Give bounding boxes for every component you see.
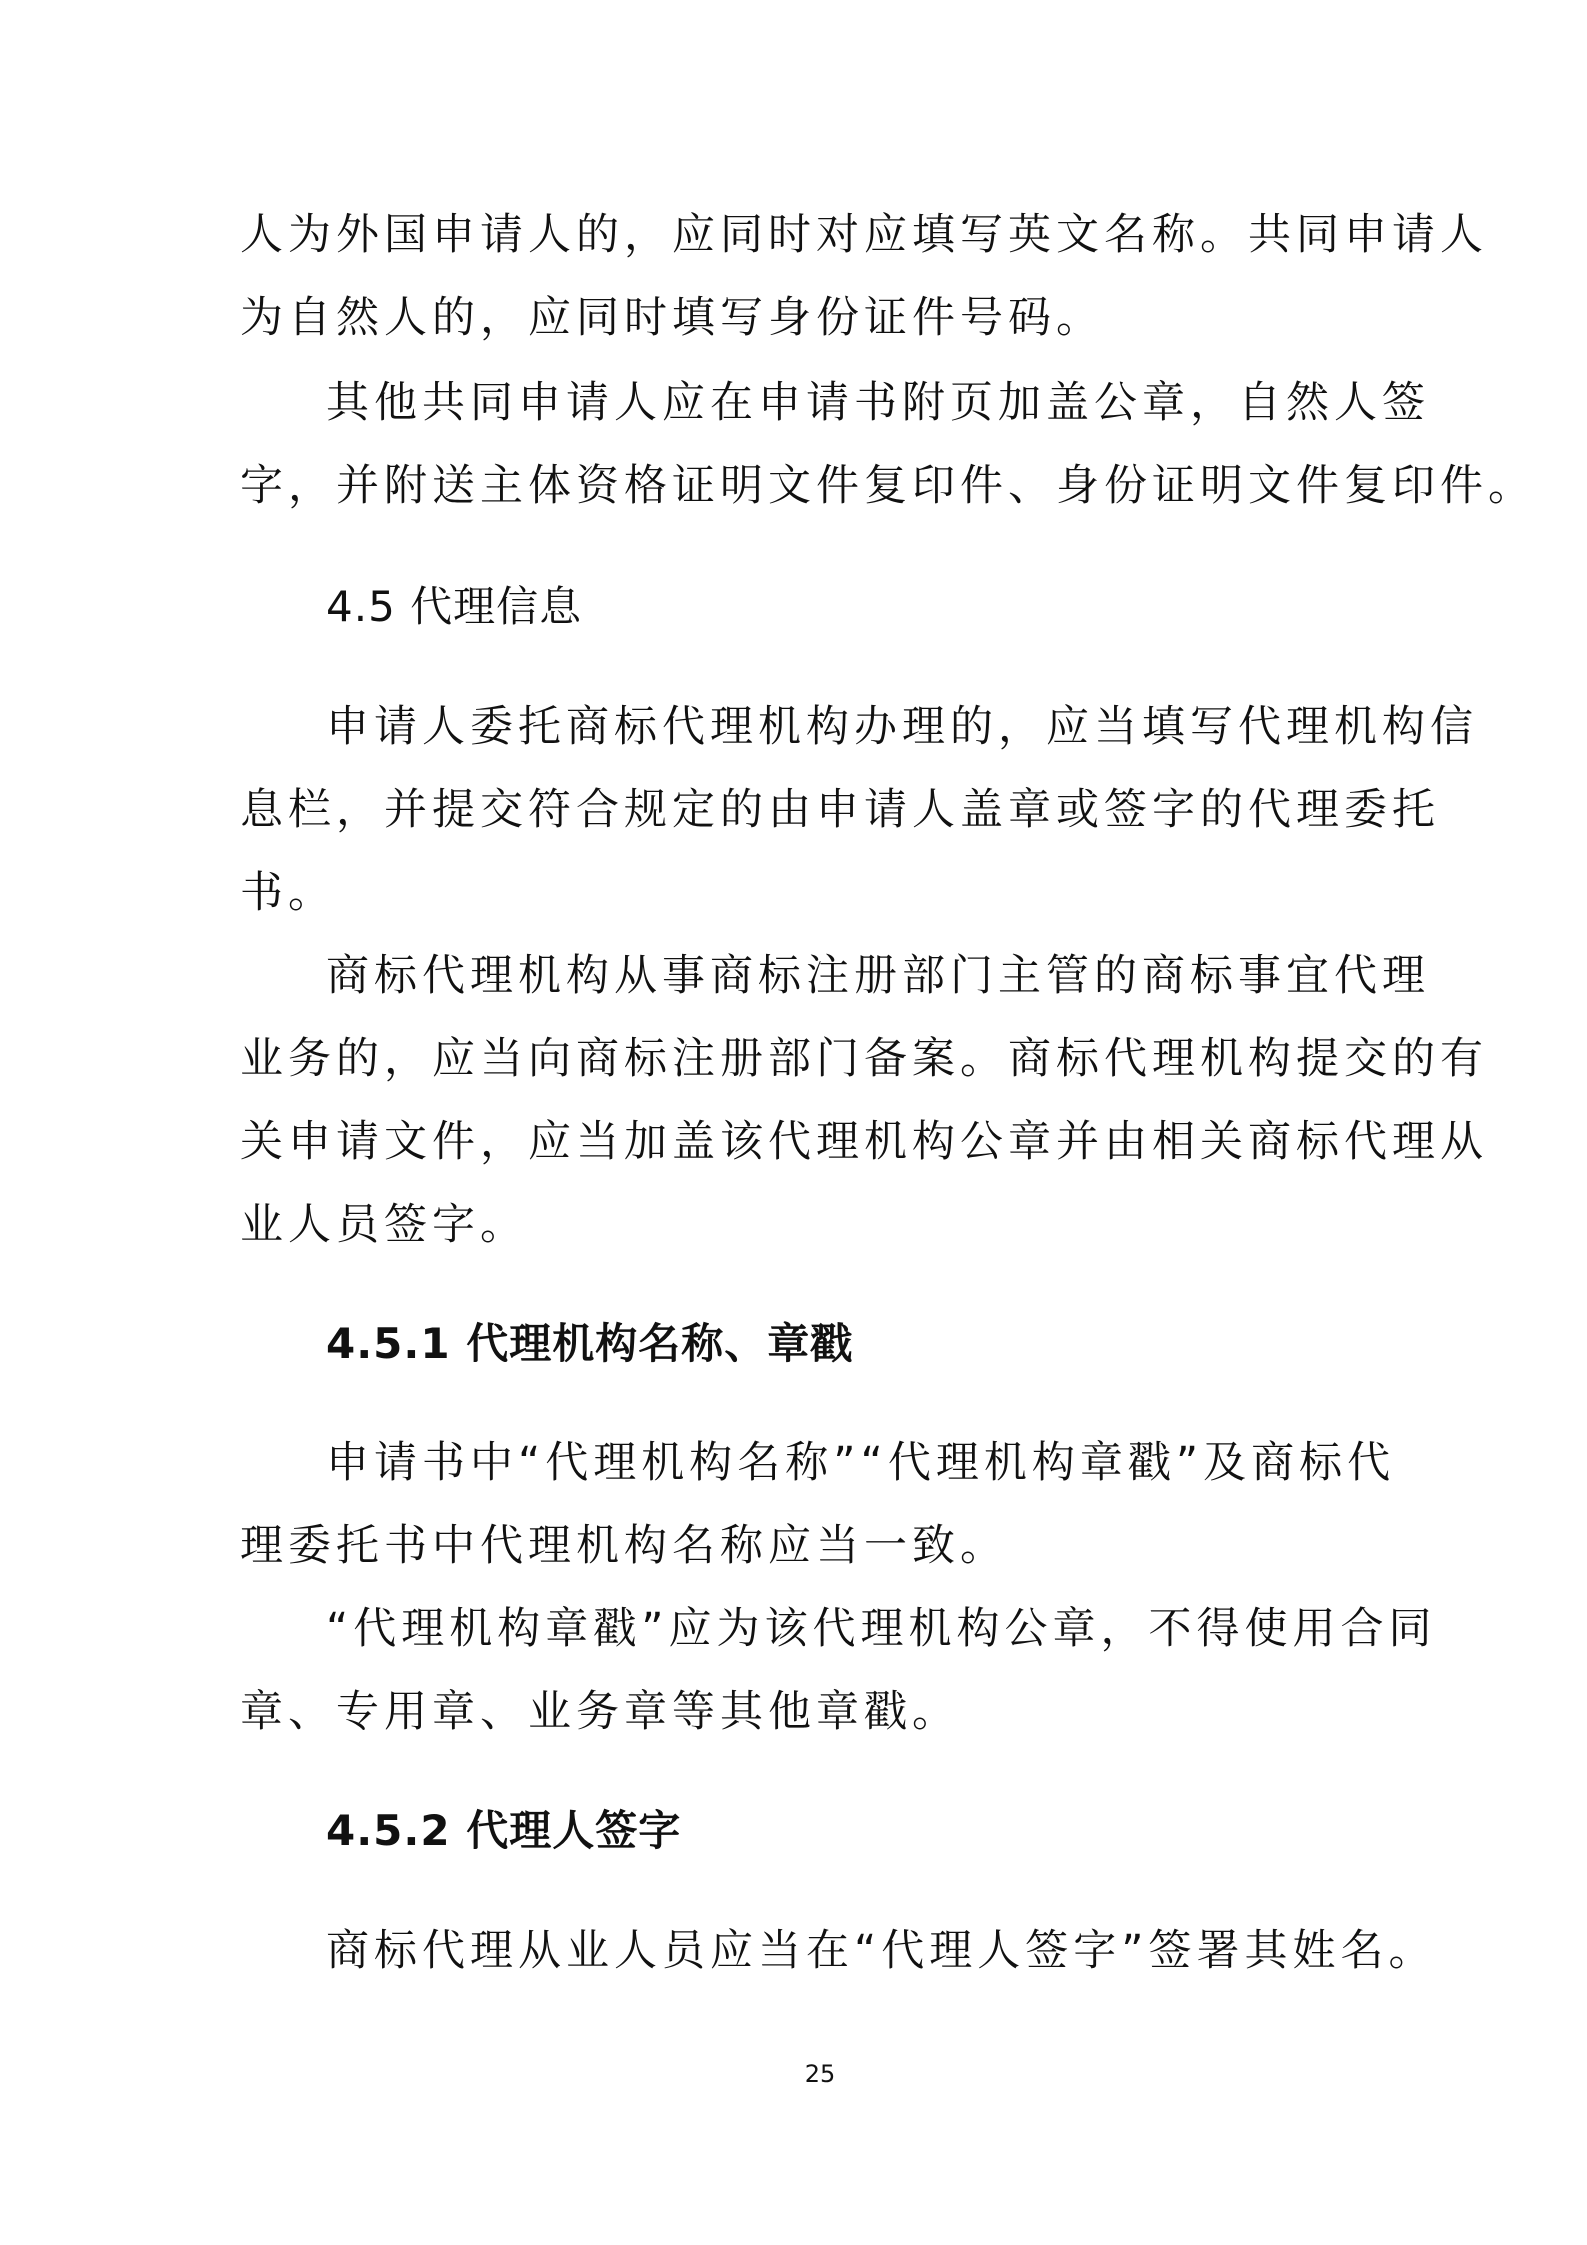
paragraph-6-line-2: 章、专用章、业务章等其他章戳。 [240, 1687, 960, 1737]
section-heading-4-5-2: 4.5.2 代理人签字 [326, 1806, 682, 1855]
paragraph-3-line-3: 书。 [240, 868, 336, 918]
paragraph-2-line-1: 其他共同申请人应在申请书附页加盖公章，自然人签 [326, 378, 1430, 428]
section-heading-4-5: 4.5 代理信息 [326, 582, 583, 631]
paragraph-4-line-1: 商标代理机构从事商标注册部门主管的商标事宜代理 [326, 951, 1430, 1001]
paragraph-4-line-4: 业人员签字。 [240, 1200, 528, 1250]
paragraph-2-line-2: 字，并附送主体资格证明文件复印件、身份证明文件复印件。 [240, 461, 1536, 511]
paragraph-3-line-2: 息栏，并提交符合规定的由申请人盖章或签字的代理委托 [240, 785, 1440, 835]
section-heading-4-5-1: 4.5.1 代理机构名称、章戳 [326, 1319, 854, 1368]
paragraph-7-line-1: 商标代理从业人员应当在“代理人签字”签署其姓名。 [326, 1926, 1437, 1976]
paragraph-5-line-1: 申请书中“代理机构名称”“代理机构章戳”及商标代 [326, 1438, 1396, 1488]
paragraph-5-line-2: 理委托书中代理机构名称应当一致。 [240, 1521, 1008, 1571]
paragraph-4-line-3: 关申请文件，应当加盖该代理机构公章并由相关商标代理从 [240, 1117, 1488, 1167]
page-number: 25 [804, 2060, 836, 2088]
paragraph-4-line-2: 业务的，应当向商标注册部门备案。商标代理机构提交的有 [240, 1034, 1488, 1084]
paragraph-3-line-1: 申请人委托商标代理机构办理的，应当填写代理机构信 [326, 702, 1478, 752]
paragraph-6-line-1: “代理机构章戳”应为该代理机构公章，不得使用合同 [326, 1604, 1437, 1654]
paragraph-1-line-2: 为自然人的，应同时填写身份证件号码。 [240, 293, 1104, 343]
paragraph-1-line-1: 人为外国申请人的，应同时对应填写英文名称。共同申请人 [240, 210, 1488, 260]
